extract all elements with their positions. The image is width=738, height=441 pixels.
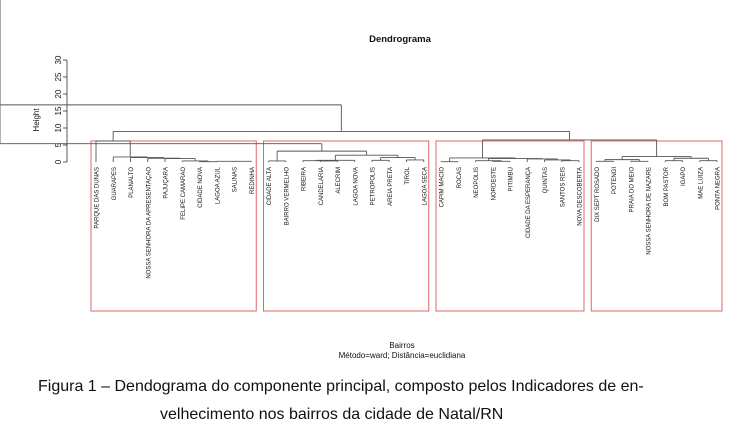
y-tick-label: 20	[54, 89, 63, 99]
figure-caption-line-1: Figura 1 – Dendograma do componente principal, composto pelos Indicadores de en-	[38, 378, 644, 395]
leaf-label: DIX SEPT ROSADO	[594, 167, 601, 222]
y-axis-label: Height	[32, 108, 41, 132]
leaf-label: REDINHA	[249, 167, 256, 195]
leaf-label: PAJUÇARA	[163, 167, 170, 199]
leaf-label: SANTOS REIS	[560, 167, 567, 208]
y-tick-label: 5	[54, 142, 63, 148]
leaf-label: MAE LUIZA	[698, 167, 705, 199]
leaf-label: QUINTAS	[543, 167, 549, 194]
y-tick-label: 30	[54, 55, 63, 65]
leaf-label: FELIPE CAMARAO	[180, 167, 187, 220]
leaf-label: CANDELARIA	[318, 167, 325, 206]
cluster-boxes	[91, 141, 722, 311]
y-tick-label: 15	[54, 106, 63, 116]
leaf-label: GUARAPES	[111, 167, 118, 201]
leaf-label: LAGOA AZUL	[215, 167, 222, 205]
leaf-label: CIDADE ALTA	[267, 167, 273, 206]
leaf-label: PITIMBU	[508, 167, 515, 192]
cluster-box	[91, 141, 256, 311]
leaf-label: PONTA NEGRA	[715, 167, 722, 210]
leaf-label: ROCAS	[456, 167, 463, 189]
x-axis-label: Bairros	[389, 341, 415, 350]
leaf-label: POTENGI	[612, 167, 618, 195]
leaf-label: PARQUE DAS DUNAS	[94, 167, 101, 229]
leaf-label: CIDADE DA ESPERANÇA	[525, 167, 532, 239]
y-axis	[54, 55, 67, 164]
y-tick-label: 25	[54, 72, 63, 82]
y-tick-label: 10	[54, 123, 63, 133]
leaf-label: IGAPO	[681, 167, 687, 187]
leaf-label: LAGOA SECA	[422, 167, 429, 206]
leaf-label: CAPIM MACIO	[439, 167, 446, 208]
leaf-label: CIDADE NOVA	[198, 167, 204, 208]
leaf-label: NOVA DESCOBERTA	[577, 167, 584, 226]
leaf-label: PRAIA DO MEIO	[629, 167, 636, 213]
cluster-box	[591, 141, 722, 311]
leaf-label: NOSSA SENHORA DE NAZARE	[646, 167, 653, 255]
leaf-label: SALINAS	[232, 167, 239, 193]
y-tick-label: 0	[54, 159, 63, 165]
leaf-label: BOM PASTOR	[663, 167, 670, 207]
figure-caption-line-2: velhecimento nos bairros da cidade de Natal/RN	[160, 406, 504, 423]
cluster-box	[436, 141, 584, 311]
leaf-label: AREIA PRETA	[387, 167, 394, 206]
leaf-label: PLANALTO	[129, 167, 135, 198]
leaf-label: NOSSA SENHORA DA APRESENTAÇAO	[146, 167, 153, 279]
leaf-label: PETROPOLIS	[370, 167, 377, 206]
leaf-label: NEOPOLIS	[474, 167, 480, 198]
chart-title: Dendrograma	[369, 34, 431, 45]
leaf-label: TIROL	[405, 167, 411, 185]
leaf-label: BAIRRO VERMELHO	[284, 167, 291, 226]
leaf-label: ALECRIM	[336, 167, 342, 194]
leaf-label: RIBEIRA	[301, 167, 308, 192]
leaf-label: LAGOA NOVA	[353, 167, 360, 206]
leaf-labels	[95, 166, 722, 278]
chart-subtitle: Método=ward; Distância=euclidiana	[338, 351, 466, 360]
dendrogram-tree	[0, 0, 717, 165]
leaf-label: NORDESTE	[491, 167, 498, 201]
